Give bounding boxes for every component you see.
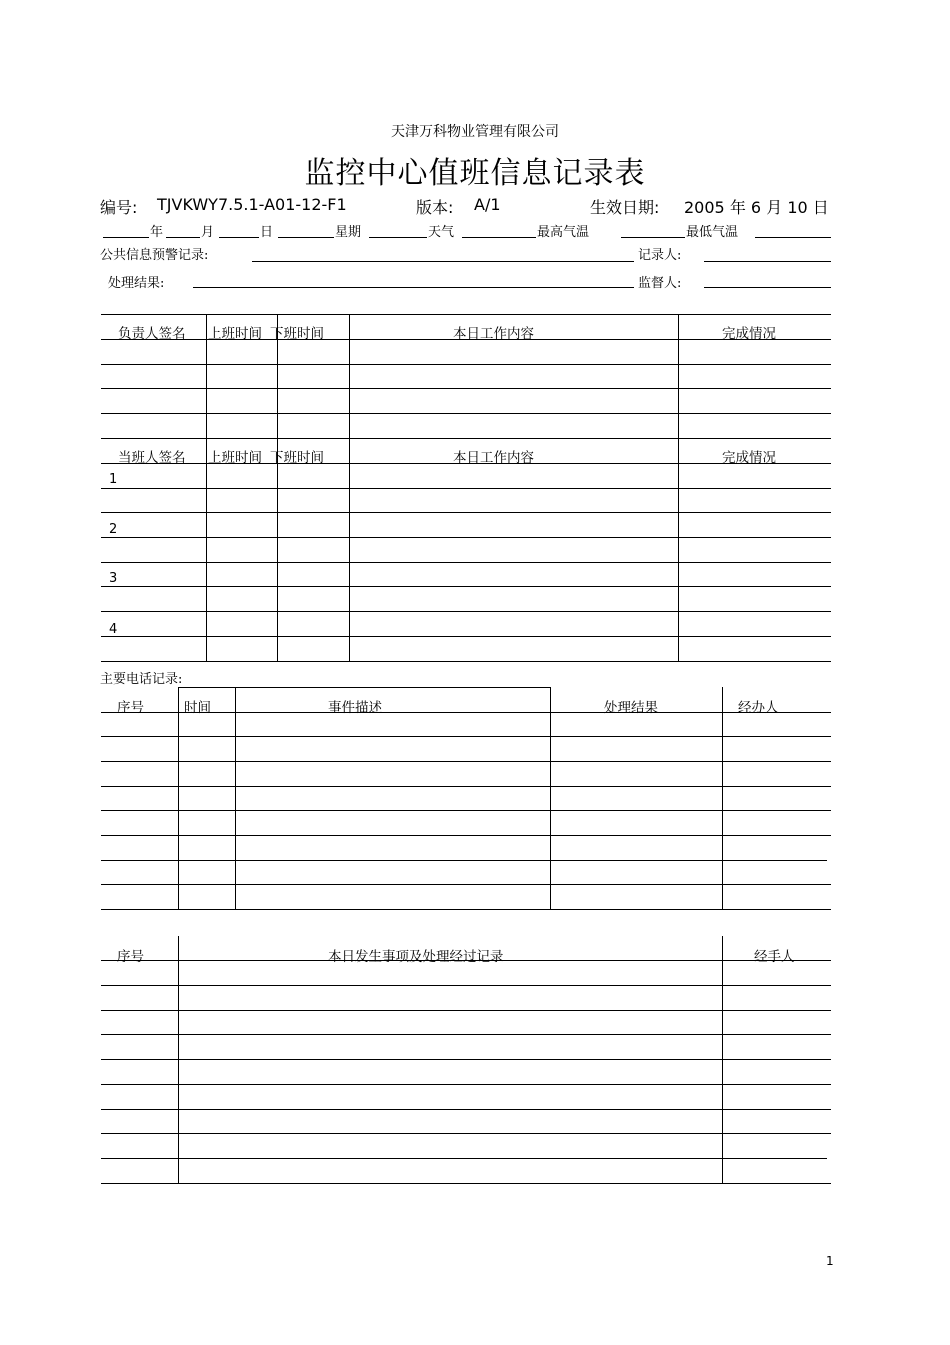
table-line [235,687,236,909]
table-line [178,687,179,909]
header-event-description: 事件描述 [328,700,382,716]
table-line [101,1158,827,1159]
table-line [101,586,831,587]
supervisor-field[interactable] [704,287,831,288]
table-line [101,488,831,489]
table-line [101,512,831,513]
table-line [349,314,350,438]
form-title: 监控中心值班信息记录表 [304,156,646,191]
header-work-content: 本日工作内容 [453,450,534,466]
day-char: 日 [812,198,829,217]
table-line [101,636,831,637]
year-char: 年 [729,198,746,217]
header-serial: 序号 [117,700,144,716]
table-line [101,438,831,439]
table-line [101,562,831,563]
table-line [722,936,723,1183]
header-work-content: 本日工作内容 [453,326,534,342]
effective-month: 6 [750,198,762,217]
header-handler: 经手人 [754,949,795,965]
effective-day: 10 [787,198,808,217]
month-label: 月 [201,225,215,240]
min-temp-field[interactable] [755,237,831,238]
table-line [101,611,831,612]
header-handling-result: 处理结果 [604,700,658,716]
header-time: 时间 [184,700,211,716]
table-line [101,314,831,315]
effective-date-label: 生效日期: [590,198,660,217]
table-line [101,1183,831,1184]
public-warning-field[interactable] [252,261,634,262]
table-line [277,438,278,661]
row-number: 3 [109,571,118,586]
weather-field[interactable] [369,237,427,238]
header-on-duty-signature: 当班人签名 [118,450,186,466]
weather-label: 天气 [428,225,455,240]
code-value: TJVKWY7.5.1-A01-12-F1 [157,195,347,214]
effective-date [684,195,829,218]
supervisor-label: 监督人: [638,276,682,291]
header-end-time: 下班时间 [270,450,324,466]
table-line [722,687,723,909]
header-end-time: 下班时间 [270,326,324,342]
phone-records-label: 主要电话记录: [100,672,183,687]
table-line [101,413,831,414]
day-field[interactable] [219,237,259,238]
year-label: 年 [150,225,164,240]
table-line [178,936,179,1183]
table-line [678,314,679,438]
weekday-label: 星期 [335,225,362,240]
row-number: 1 [109,472,118,487]
header-start-time: 上班时间 [208,326,262,342]
day-label: 日 [260,225,274,240]
code-label: 编号: [100,198,138,217]
table-line [550,687,551,909]
recorder-field[interactable] [704,261,831,262]
result-field[interactable] [193,287,634,288]
year-field[interactable] [103,237,149,238]
table-line [349,438,350,661]
header-completion: 完成情况 [722,326,776,342]
table-line [101,388,831,389]
recorder-label: 记录人: [638,248,682,263]
table-line [101,909,831,910]
header-handler: 经办人 [738,700,779,716]
max-temp-field[interactable] [462,237,536,238]
table-line [101,661,831,662]
table-line [206,314,207,438]
month-char: 月 [766,198,783,217]
company-name: 天津万科物业管理有限公司 [391,124,559,140]
table-line [101,364,831,365]
row-number: 4 [109,622,118,637]
public-warning-label: 公共信息预警记录: [100,248,209,263]
month-field[interactable] [166,237,200,238]
row-number: 2 [109,522,118,537]
weekday-field[interactable] [278,237,334,238]
min-temp-label: 最低气温 [686,225,739,240]
result-label: 处理结果: [108,276,165,291]
max-temp-label: 最高气温 [537,225,590,240]
header-start-time: 上班时间 [208,450,262,466]
header-serial: 序号 [117,949,144,965]
header-event-record: 本日发生事项及处理经过记录 [328,949,504,965]
table-line [178,687,550,688]
version-value: A/1 [474,195,501,214]
version-label: 版本: [416,198,454,217]
header-responsible-signature: 负责人签名 [118,326,186,342]
max-temp-value-field[interactable] [621,237,685,238]
page-number: 1 [826,1254,834,1268]
table-line [101,537,831,538]
table-line [678,438,679,661]
effective-year: 2005 [684,198,725,217]
table-line [206,438,207,661]
table-line [101,860,827,861]
header-completion: 完成情况 [722,450,776,466]
